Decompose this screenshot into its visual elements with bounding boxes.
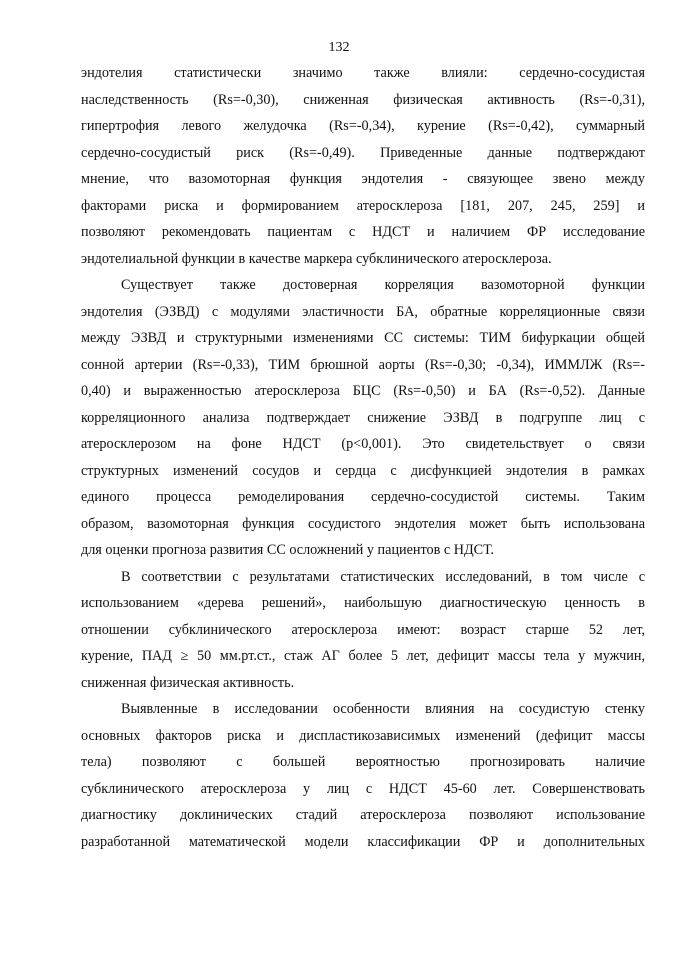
text-line: мнение, что вазомоторная функция эндотелия - связующее звено между [81, 171, 645, 187]
text-line: отношении субклинического атеросклероза имеют: возраст старше 52 лет, [81, 621, 645, 638]
text-line: факторами риска и формированием атеросклероза [181, 207, 245, 259] и [81, 197, 645, 214]
text-line: между ЭЗВД и структурными изменениями СС системы: ТИМ бифуркации общей [81, 330, 645, 346]
text-line: 0,40) и выраженностью атеросклероза БЦС (Rs=-0,50) и БА (Rs=-0,52). Данные [81, 383, 645, 399]
text-line: использованием «дерева решений», наибольшую диагностическую ценность в [81, 595, 645, 611]
text-line: Существует также достоверная корреляция вазомоторной функции [121, 277, 645, 293]
text-line: атеросклерозом на фоне НДСТ (р<0,001). Это свидетельствует о связи [81, 436, 645, 452]
text-line: сонной артерии (Rs=-0,33), ТИМ брюшной аорты (Rs=-0,30; -0,34), ИММЛЖ (Rs=- [81, 356, 645, 373]
text-line: В соответствии с результатами статистических исследований, в том числе с [121, 568, 645, 585]
text-line: позволяют рекомендовать пациентам с НДСТ и наличием ФР исследование [81, 224, 645, 240]
text-line: эндотелия (ЭЗВД) с модулями эластичности БА, обратные корреляционные связи [81, 303, 645, 320]
text-line: единого процесса ремоделирования сердечно-сосудистой системы. Таким [81, 489, 645, 505]
text-line: разработанной математической модели классификации ФР и дополнительных [81, 833, 645, 850]
text-line: субклинического атеросклероза у лиц с НДСТ 45-60 лет. Совершенствовать [81, 780, 645, 797]
text-line: сниженная физическая активность. [81, 674, 295, 691]
paragraph [81, 272, 645, 564]
page-number: 132 [328, 40, 350, 55]
paragraph [81, 60, 645, 272]
text-line: для оценки прогноза развития СС осложнений у пациентов с НДСТ. [81, 542, 494, 558]
document-body [81, 60, 645, 855]
text-line: тела) позволяют с большей вероятностью прогнозировать наличие [81, 754, 645, 770]
text-line: Выявленные в исследовании особенности влияния на сосудистую стенку [121, 701, 645, 717]
text-line: диагностику доклинических стадий атеросклероза позволяют использование [81, 807, 645, 823]
text-line: корреляционного анализа подтверждает снижение ЭЗВД в подгруппе лиц с [81, 409, 645, 426]
text-line: структурных изменений сосудов и сердца с дисфункцией эндотелия в рамках [81, 462, 645, 479]
text-line: наследственность (Rs=-0,30), сниженная физическая активность (Rs=-0,31), [81, 91, 645, 108]
text-line: курение, ПАД ≥ 50 мм.рт.ст., стаж АГ более 5 лет, дефицит массы тела у мужчин, [81, 648, 645, 664]
text-line: образом, вазомоторная функция сосудистого эндотелия может быть использована [81, 515, 645, 532]
text-line: гипертрофия левого желудочка (Rs=-0,34), курение (Rs=-0,42), суммарный [81, 118, 645, 134]
paragraph [81, 696, 645, 855]
text-line: сердечно-сосудистый риск (Rs=-0,49). Приведенные данные подтверждают [81, 144, 645, 161]
text-line: эндотелия статистически значимо также влияли: сердечно-сосудистая [81, 65, 645, 81]
text-line: основных факторов риска и диспластикозависимых изменений (дефицит массы [81, 727, 645, 744]
paragraph [81, 564, 645, 697]
text-line: эндотелиальной функции в качестве маркера субклинического атеросклероза. [81, 250, 552, 267]
